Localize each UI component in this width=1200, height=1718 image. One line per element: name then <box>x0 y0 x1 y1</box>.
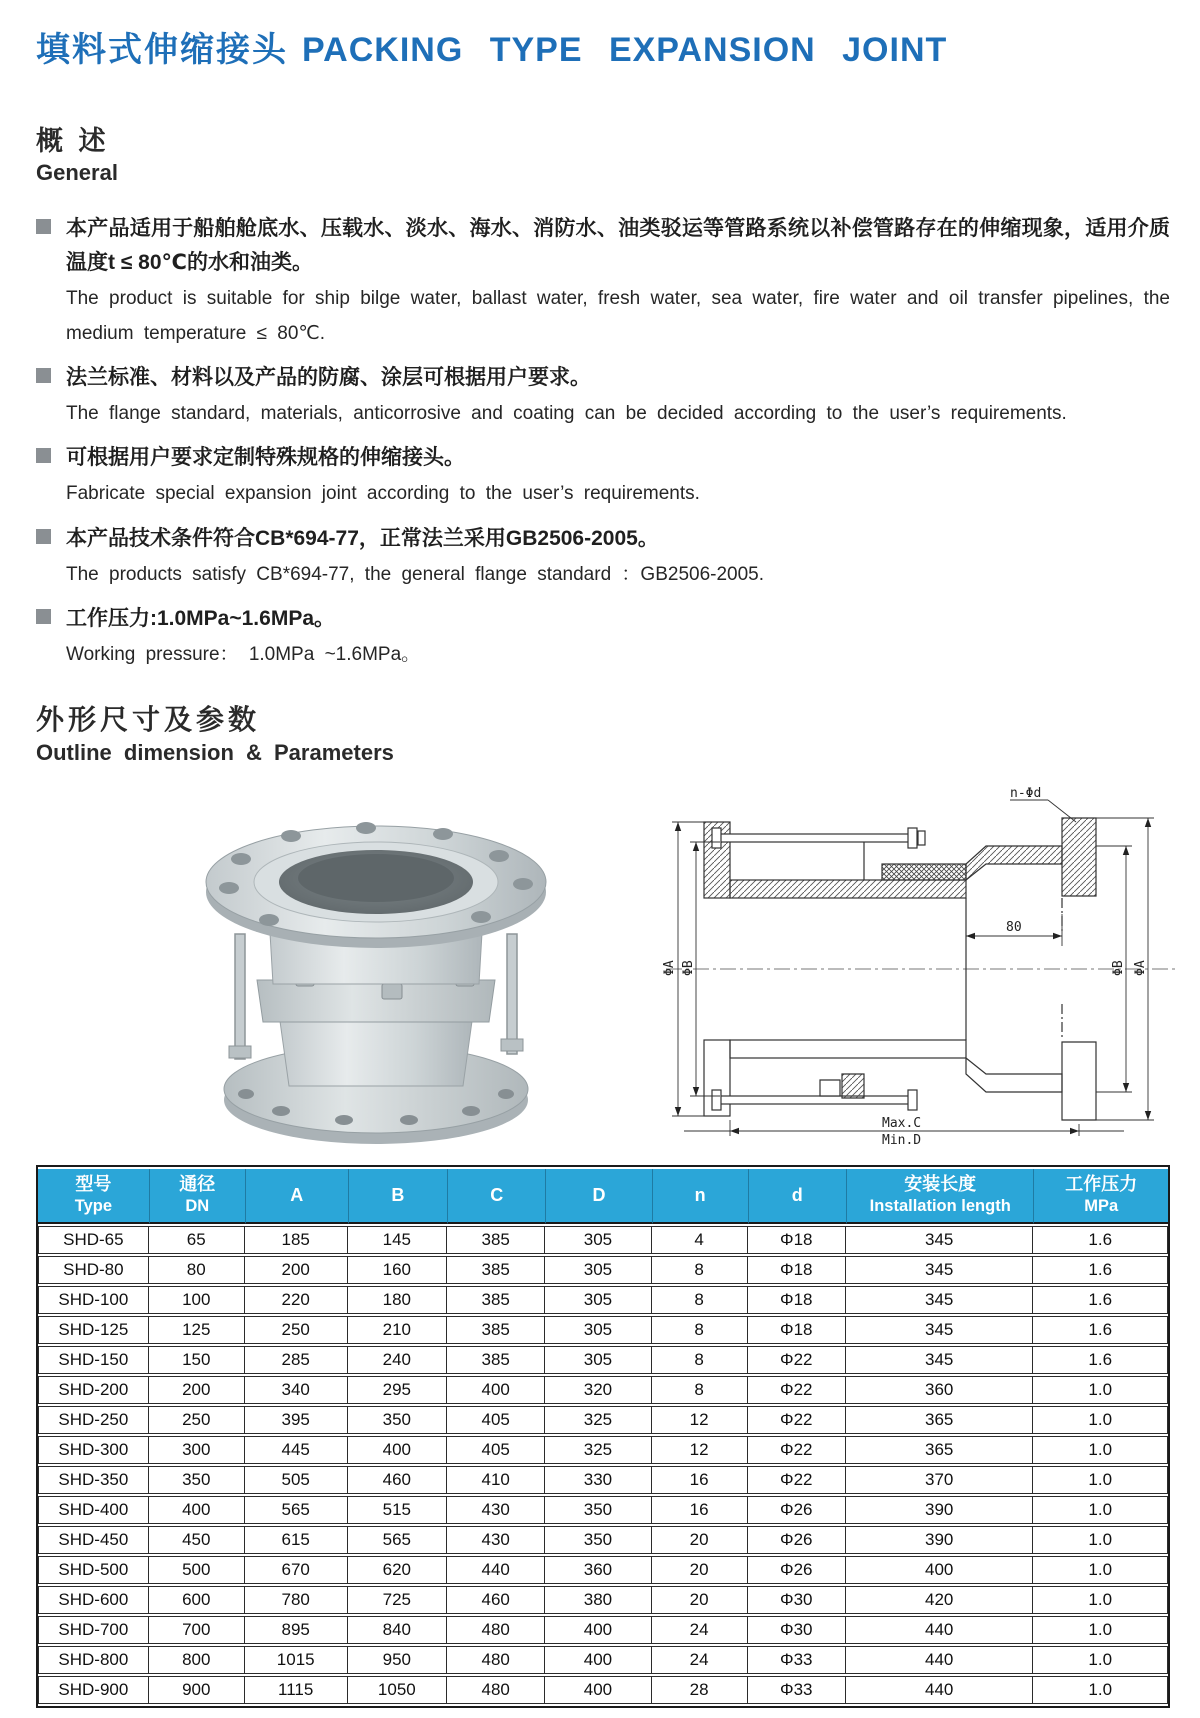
cell-b: 160 <box>348 1256 447 1284</box>
cell-d: 400 <box>545 1646 651 1674</box>
cell-c: 430 <box>447 1526 545 1554</box>
cell-type: SHD-350 <box>38 1466 149 1494</box>
cell-n: 16 <box>652 1466 748 1494</box>
cell-dhole: Φ22 <box>748 1466 846 1494</box>
table-row <box>38 1226 1168 1254</box>
cell-d: 305 <box>545 1226 651 1254</box>
cell-c: 385 <box>447 1286 545 1314</box>
cell-install: 400 <box>846 1556 1034 1584</box>
cell-a: 895 <box>245 1616 348 1644</box>
cell-c: 480 <box>447 1676 545 1704</box>
cell-n: 8 <box>652 1376 748 1404</box>
spec-table <box>36 1165 1170 1708</box>
cell-dn: 80 <box>149 1256 245 1284</box>
cell-a: 615 <box>245 1526 348 1554</box>
cell-a: 1115 <box>245 1676 348 1704</box>
cell-c: 480 <box>447 1616 545 1644</box>
bullet-item <box>36 361 1170 431</box>
cell-d: 305 <box>545 1316 651 1344</box>
cell-install: 365 <box>846 1436 1034 1464</box>
bullet-text-zh: 可根据用户要求定制特殊规格的伸缩接头。 <box>66 446 465 470</box>
dim-label-phiA-left: ΦA <box>662 960 677 976</box>
dim-label-phiB-left: ΦB <box>681 960 696 976</box>
cell-c: 430 <box>447 1496 545 1524</box>
section-outline <box>36 698 1170 766</box>
cell-dhole: Φ30 <box>748 1616 846 1644</box>
cell-n: 16 <box>652 1496 748 1524</box>
section-general <box>36 119 1170 672</box>
table-row <box>38 1556 1168 1584</box>
cell-d: 350 <box>545 1496 651 1524</box>
cell-dn: 350 <box>149 1466 245 1494</box>
cell-dn: 900 <box>149 1676 245 1704</box>
cell-mpa: 1.6 <box>1033 1256 1168 1284</box>
cell-install: 390 <box>846 1526 1034 1554</box>
cell-install: 345 <box>846 1256 1034 1284</box>
cell-mpa: 1.0 <box>1033 1646 1168 1674</box>
bullet-square-icon <box>36 368 51 383</box>
cell-install: 390 <box>846 1496 1034 1524</box>
cell-n: 20 <box>652 1556 748 1584</box>
cell-dn: 500 <box>149 1556 245 1584</box>
cell-dn: 700 <box>149 1616 245 1644</box>
col-header-c: C <box>447 1169 545 1224</box>
product-photo <box>151 784 606 1146</box>
cell-mpa: 1.0 <box>1033 1436 1168 1464</box>
cell-c: 385 <box>447 1346 545 1374</box>
cell-dhole: Φ18 <box>748 1316 846 1344</box>
general-heading-en: General <box>36 160 118 185</box>
table-row <box>38 1526 1168 1554</box>
section-drawing <box>624 784 1200 1146</box>
table-row <box>38 1616 1168 1644</box>
bullet-item <box>36 522 1170 592</box>
cell-d: 380 <box>545 1586 651 1614</box>
table-row <box>38 1586 1168 1614</box>
outline-heading-zh: 外形尺寸及参数 <box>36 703 261 735</box>
cell-mpa: 1.0 <box>1033 1496 1168 1524</box>
cell-mpa: 1.0 <box>1033 1586 1168 1614</box>
bullet-text-en: Fabricate special expansion joint according to the user’s requirements. <box>66 483 700 505</box>
cell-type: SHD-125 <box>38 1316 149 1344</box>
dim-label-phiA-right: ΦA <box>1133 960 1148 976</box>
cell-n: 8 <box>652 1346 748 1374</box>
cell-dn: 600 <box>149 1586 245 1614</box>
cell-b: 950 <box>348 1646 447 1674</box>
cell-n: 8 <box>652 1256 748 1284</box>
cell-mpa: 1.6 <box>1033 1346 1168 1374</box>
col-header-b: B <box>348 1169 447 1224</box>
cell-c: 385 <box>447 1256 545 1284</box>
cell-n: 8 <box>652 1286 748 1314</box>
cell-b: 350 <box>348 1406 447 1434</box>
bullet-square-icon <box>36 219 51 234</box>
table-row <box>38 1496 1168 1524</box>
cell-d: 360 <box>545 1556 651 1584</box>
bullet-item <box>36 602 1170 672</box>
cell-dhole: Φ22 <box>748 1436 846 1464</box>
cell-b: 210 <box>348 1316 447 1344</box>
spec-table-header-row <box>38 1169 1168 1224</box>
table-row <box>38 1466 1168 1494</box>
cell-n: 24 <box>652 1646 748 1674</box>
dim-label-max-c: Max.C <box>882 1115 922 1131</box>
dim-label-phiB-right: ΦB <box>1111 960 1126 976</box>
cell-dn: 150 <box>149 1346 245 1374</box>
cell-b: 460 <box>348 1466 447 1494</box>
cell-c: 480 <box>447 1646 545 1674</box>
cell-install: 345 <box>846 1346 1034 1374</box>
cell-dhole: Φ18 <box>748 1226 846 1254</box>
page-title <box>36 22 1170 71</box>
cell-install: 440 <box>846 1616 1034 1644</box>
cell-b: 840 <box>348 1616 447 1644</box>
cell-install: 370 <box>846 1466 1034 1494</box>
cell-type: SHD-600 <box>38 1586 149 1614</box>
cell-mpa: 1.0 <box>1033 1376 1168 1404</box>
cell-mpa: 1.0 <box>1033 1556 1168 1584</box>
cell-a: 505 <box>245 1466 348 1494</box>
cell-a: 395 <box>245 1406 348 1434</box>
table-row <box>38 1256 1168 1284</box>
cell-type: SHD-200 <box>38 1376 149 1404</box>
cell-c: 400 <box>447 1376 545 1404</box>
cell-b: 400 <box>348 1436 447 1464</box>
bullet-square-icon <box>36 609 51 624</box>
cell-type: SHD-150 <box>38 1346 149 1374</box>
col-header-a: A <box>245 1169 348 1224</box>
cell-dn: 250 <box>149 1406 245 1434</box>
cell-dhole: Φ33 <box>748 1646 846 1674</box>
cell-mpa: 1.6 <box>1033 1316 1168 1344</box>
bullet-text-en: The products satisfy CB*694-77, the general flange standard ：GB2506-2005. <box>66 563 765 585</box>
cell-dhole: Φ26 <box>748 1556 846 1584</box>
cell-type: SHD-80 <box>38 1256 149 1284</box>
cell-mpa: 1.0 <box>1033 1676 1168 1704</box>
col-header-type: 型号 Type <box>38 1169 149 1224</box>
cell-c: 410 <box>447 1466 545 1494</box>
cell-mpa: 1.6 <box>1033 1286 1168 1314</box>
spec-table-body <box>38 1226 1168 1704</box>
cell-n: 24 <box>652 1616 748 1644</box>
outline-heading-en: Outline dimension & Parameters <box>36 739 394 765</box>
cell-b: 515 <box>348 1496 447 1524</box>
table-row <box>38 1406 1168 1434</box>
table-row <box>38 1676 1168 1704</box>
cell-d: 305 <box>545 1346 651 1374</box>
cell-type: SHD-800 <box>38 1646 149 1674</box>
cell-install: 420 <box>846 1586 1034 1614</box>
cell-c: 440 <box>447 1556 545 1584</box>
cell-a: 250 <box>245 1316 348 1344</box>
cell-c: 460 <box>447 1586 545 1614</box>
cell-mpa: 1.0 <box>1033 1526 1168 1554</box>
cell-a: 220 <box>245 1286 348 1314</box>
expansion-joint-photo <box>151 784 606 1146</box>
cell-a: 285 <box>245 1346 348 1374</box>
cell-mpa: 1.0 <box>1033 1406 1168 1434</box>
bullet-text-zh: 本产品适用于船舶舱底水、压载水、淡水、海水、消防水、油类驳运等管路系统以补偿管路存在的伸缩现象，适用介质温度t ≤ 80℃的水和油类。 <box>66 217 1170 275</box>
bullet-text-zh: 工作压力:1.0MPa~1.6MPa。 <box>66 606 336 630</box>
cell-n: 20 <box>652 1586 748 1614</box>
cell-dn: 125 <box>149 1316 245 1344</box>
cell-dn: 300 <box>149 1436 245 1464</box>
page-title-zh: 填料式伸缩接头 <box>36 31 288 69</box>
cell-a: 445 <box>245 1436 348 1464</box>
figures-row <box>36 784 1170 1149</box>
bullet-square-icon <box>36 448 51 463</box>
cell-a: 780 <box>245 1586 348 1614</box>
cell-n: 4 <box>652 1226 748 1254</box>
cell-dhole: Φ33 <box>748 1676 846 1704</box>
cell-mpa: 1.0 <box>1033 1466 1168 1494</box>
bullet-text-en: The flange standard, materials, anticorrosive and coating can be decided according to the user’s requirements. <box>66 403 1067 425</box>
cell-d: 325 <box>545 1406 651 1434</box>
cell-a: 565 <box>245 1496 348 1524</box>
cell-install: 440 <box>846 1676 1034 1704</box>
cell-d: 320 <box>545 1376 651 1404</box>
table-row <box>38 1646 1168 1674</box>
table-row <box>38 1286 1168 1314</box>
cell-dhole: Φ22 <box>748 1406 846 1434</box>
bullet-item <box>36 212 1170 351</box>
cell-dn: 450 <box>149 1526 245 1554</box>
bullet-text-zh: 本产品技术条件符合CB*694-77，正常法兰采用GB2506-2005。 <box>66 526 659 550</box>
cell-n: 12 <box>652 1436 748 1464</box>
cell-type: SHD-400 <box>38 1496 149 1524</box>
cell-b: 240 <box>348 1346 447 1374</box>
cell-c: 385 <box>447 1316 545 1344</box>
cell-c: 405 <box>447 1436 545 1464</box>
table-row <box>38 1436 1168 1464</box>
cell-type: SHD-100 <box>38 1286 149 1314</box>
col-header-dn: 通径 DN <box>149 1169 245 1224</box>
cell-dn: 200 <box>149 1376 245 1404</box>
bullet-item <box>36 441 1170 511</box>
cell-b: 180 <box>348 1286 447 1314</box>
col-header-dhole: d <box>748 1169 846 1224</box>
cell-mpa: 1.0 <box>1033 1616 1168 1644</box>
cell-b: 145 <box>348 1226 447 1254</box>
cell-b: 725 <box>348 1586 447 1614</box>
cell-dhole: Φ26 <box>748 1526 846 1554</box>
cell-a: 185 <box>245 1226 348 1254</box>
cell-dn: 800 <box>149 1646 245 1674</box>
cell-d: 350 <box>545 1526 651 1554</box>
cell-dn: 65 <box>149 1226 245 1254</box>
cell-type: SHD-250 <box>38 1406 149 1434</box>
cell-dhole: Φ26 <box>748 1496 846 1524</box>
cell-b: 620 <box>348 1556 447 1584</box>
cell-dn: 100 <box>149 1286 245 1314</box>
cell-type: SHD-450 <box>38 1526 149 1554</box>
dim-label-min-d: Min.D <box>882 1132 922 1146</box>
cell-c: 385 <box>447 1226 545 1254</box>
page-title-en: PACKING TYPE EXPANSION JOINT <box>302 31 948 69</box>
col-header-d: D <box>545 1169 651 1224</box>
cell-a: 670 <box>245 1556 348 1584</box>
dim-label-bolt-spec: n-Φd <box>1010 785 1042 801</box>
cell-dn: 400 <box>149 1496 245 1524</box>
cell-type: SHD-700 <box>38 1616 149 1644</box>
cell-a: 200 <box>245 1256 348 1284</box>
cell-dhole: Φ18 <box>748 1286 846 1314</box>
cell-b: 295 <box>348 1376 447 1404</box>
col-header-mpa: 工作压力 MPa <box>1033 1169 1168 1224</box>
cell-dhole: Φ22 <box>748 1346 846 1374</box>
cell-install: 345 <box>846 1316 1034 1344</box>
cell-install: 365 <box>846 1406 1034 1434</box>
bullet-text-en: The product is suitable for ship bilge water, ballast water, fresh water, sea water, fire water and oil transfer pipelines, the medium temperature ≤ 80℃. <box>66 288 1170 345</box>
cell-install: 360 <box>846 1376 1034 1404</box>
cell-dhole: Φ22 <box>748 1376 846 1404</box>
col-header-n: n <box>652 1169 748 1224</box>
cell-install: 345 <box>846 1226 1034 1254</box>
cell-dhole: Φ18 <box>748 1256 846 1284</box>
cell-a: 1015 <box>245 1646 348 1674</box>
cell-d: 305 <box>545 1286 651 1314</box>
cell-type: SHD-65 <box>38 1226 149 1254</box>
bullet-text-en: Working pressure： 1.0MPa ~1.6MPa。 <box>66 643 421 665</box>
general-bullet-list <box>36 212 1170 672</box>
cell-type: SHD-300 <box>38 1436 149 1464</box>
technical-drawing <box>624 784 1200 1146</box>
bullet-text-zh: 法兰标准、材料以及产品的防腐、涂层可根据用户要求。 <box>66 366 591 390</box>
cell-n: 28 <box>652 1676 748 1704</box>
general-heading-zh: 概 述 <box>36 126 110 156</box>
cell-n: 20 <box>652 1526 748 1554</box>
table-row <box>38 1346 1168 1374</box>
bullet-square-icon <box>36 529 51 544</box>
cell-d: 305 <box>545 1256 651 1284</box>
cell-type: SHD-900 <box>38 1676 149 1704</box>
cell-type: SHD-500 <box>38 1556 149 1584</box>
cell-dhole: Φ30 <box>748 1586 846 1614</box>
cell-d: 400 <box>545 1616 651 1644</box>
cell-install: 440 <box>846 1646 1034 1674</box>
cell-mpa: 1.6 <box>1033 1226 1168 1254</box>
table-row <box>38 1376 1168 1404</box>
cell-d: 330 <box>545 1466 651 1494</box>
cell-d: 325 <box>545 1436 651 1464</box>
cell-b: 1050 <box>348 1676 447 1704</box>
cell-n: 12 <box>652 1406 748 1434</box>
cell-n: 8 <box>652 1316 748 1344</box>
cell-c: 405 <box>447 1406 545 1434</box>
cell-b: 565 <box>348 1526 447 1554</box>
cell-install: 345 <box>846 1286 1034 1314</box>
cell-a: 340 <box>245 1376 348 1404</box>
table-row <box>38 1316 1168 1344</box>
col-header-install: 安装长度 Installation length <box>846 1169 1034 1224</box>
cell-d: 400 <box>545 1676 651 1704</box>
dim-label-gap: 80 <box>1006 919 1022 935</box>
